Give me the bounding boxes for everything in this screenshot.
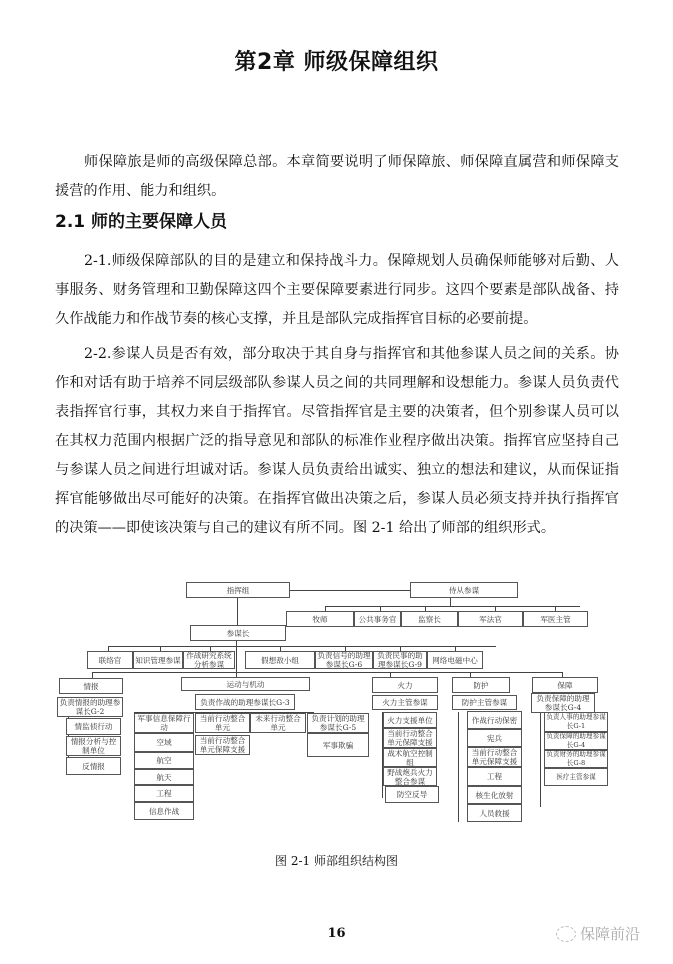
org-box-sustainment-item: 负责财务的助理参谋长G-8 bbox=[544, 750, 608, 768]
org-box-fires-item: 火力支援单位 bbox=[383, 712, 437, 728]
org-box-personal: 军医主管 bbox=[523, 611, 588, 627]
org-box-maneuver-item: 军事信息保障行动 bbox=[134, 713, 194, 733]
org-box-intel-item: 情报分析与控制单位 bbox=[66, 736, 121, 756]
watermark bbox=[556, 923, 640, 944]
org-box-command-group: 指挥组 bbox=[186, 582, 290, 598]
org-box-intel-head: 情报 bbox=[59, 678, 123, 694]
org-box-staff: 负责信号的助理参谋长G-6 bbox=[315, 651, 373, 669]
wechat-icon bbox=[556, 926, 576, 942]
org-box-sustainment-item: 负责保障的助理参谋长G-4 bbox=[544, 732, 608, 750]
org-box-maneuver-item: 负责计划的助理参谋长G-5 bbox=[307, 713, 369, 733]
org-box-protection-item: 工程 bbox=[467, 767, 522, 786]
org-box-sustainment-head: 保障 bbox=[532, 677, 598, 693]
org-box-fires-head: 火力 bbox=[372, 677, 438, 693]
org-box-staff: 联络官 bbox=[87, 651, 133, 669]
org-box-maneuver-item: 航空 bbox=[134, 752, 194, 769]
org-box-fires-item: 防空反导 bbox=[385, 786, 439, 803]
org-box-intel-item: 反情报 bbox=[66, 757, 121, 775]
org-box-protection-item: 宪兵 bbox=[467, 729, 522, 747]
org-box-fires-item: 野战炮兵火力整合参谋 bbox=[383, 767, 437, 786]
chapter-title: 第2章 师级保障组织 bbox=[234, 50, 439, 75]
org-box-maneuver-item: 信息作战 bbox=[134, 802, 194, 820]
org-box-sustainment-item: 医疗主管参谋 bbox=[544, 768, 608, 786]
org-box-fires-item: 战术航空控制组 bbox=[383, 748, 437, 767]
page-number: 16 bbox=[327, 926, 346, 941]
org-box-staff: 知识管理参谋 bbox=[133, 651, 183, 669]
org-box-fires-sub: 火力主管参谋 bbox=[372, 695, 438, 710]
org-box-personal: 监察长 bbox=[401, 611, 458, 627]
org-box-personal: 公共事务官 bbox=[354, 611, 401, 627]
org-box-maneuver-item: 当前行动整合单元 bbox=[195, 713, 250, 733]
paragraph-2-1: 2-1.师级保障部队的目的是建立和保持战斗力。保障规划人员确保师能够对后勤、人事服务、财务管理和卫勤保障这四个主要保障要素进行同步。这四个要素是部队战备、持久作战能力和作战节奏的核心支撑，并且是部队完成指挥官目标的必要前提。 bbox=[55, 253, 619, 327]
org-box-intel-item: 情监侦行动 bbox=[66, 718, 121, 735]
paragraph-2-2: 2-2.参谋人员是否有效，部分取决于其自身与指挥官和其他参谋人员之间的关系。协作和对话有助于培养不同层级部队参谋人员之间的共同理解和设想能力。参谋人员负责代表指挥官行事，其权力来自于指挥官。尽管指挥官是主要的决策者，但个别参谋人员可以在其权力范围内根据广泛的指导意见和部队的标准作业程序做出决策。指挥官应坚持自己与参谋人员之间进行坦诚对话。参谋人员负责给出诚实、独立的想法和建议，从而保证指挥官能够做出尽可能好的决策。在指挥官做出决策之后，参谋人员必须支持并执行指挥官的决策——即使该决策与自己的建议有所不同。图 2-1 给出了师部的组织形式。 bbox=[55, 346, 619, 536]
org-box-sustainment-item: 负责人事的助理参谋长G-1 bbox=[544, 712, 608, 732]
watermark-text: 保障前沿 bbox=[580, 925, 641, 943]
org-box-maneuver-head: 运动与机动 bbox=[181, 677, 310, 691]
org-box-intel-sub: 负责情报的助理参谋长G-2 bbox=[57, 697, 123, 717]
org-box-sustainment-sub: 负责保障的助理参谋长G-4 bbox=[531, 693, 595, 713]
org-box-maneuver-item: 军事欺骗 bbox=[307, 733, 369, 757]
org-box-staff: 假想敌小组 bbox=[245, 651, 315, 669]
org-box-staff: 负责民事的助理参谋长G-9 bbox=[373, 651, 427, 669]
org-box-protection-item: 作战行动保密 bbox=[467, 711, 522, 729]
org-box-protection-item: 人员救援 bbox=[467, 804, 522, 822]
org-box-chief-of-staff: 参谋长 bbox=[190, 625, 286, 641]
org-box-maneuver-item: 空域 bbox=[134, 733, 194, 752]
org-box-fires-item: 当前行动整合单元保障支援 bbox=[383, 728, 437, 748]
org-box-protection-item: 当前行动整合单元保障支援 bbox=[467, 747, 522, 767]
org-box-personal: 军法官 bbox=[458, 611, 523, 627]
org-box-maneuver-item: 当前行动整合单元保障支援 bbox=[195, 735, 250, 755]
org-box-protection-sub: 防护主管参谋 bbox=[452, 695, 517, 710]
org-box-staff: 作战研究系统分析参谋 bbox=[183, 651, 235, 669]
org-box-maneuver-sub: 负责作战的助理参谋长G-3 bbox=[195, 694, 295, 710]
org-box-maneuver-item: 工程 bbox=[134, 785, 194, 802]
figure-caption: 图 2-1 师部组织结构图 bbox=[275, 854, 398, 868]
org-box-maneuver-item: 航天 bbox=[134, 769, 194, 785]
org-box-personal: 牧师 bbox=[286, 611, 354, 627]
section-heading: 2.1 师的主要保障人员 bbox=[55, 212, 228, 232]
org-box-protection-item: 核生化放射 bbox=[467, 786, 522, 804]
org-box-staff: 网络电磁中心 bbox=[427, 651, 483, 669]
org-box-protection-head: 防护 bbox=[452, 677, 510, 693]
org-box-maneuver-item: 未来行动整合单元 bbox=[250, 713, 306, 733]
intro-paragraph: 师保障旅是师的高级保障总部。本章简要说明了师保障旅、师保障直属营和师保障支援营的作用、能力和组织。 bbox=[55, 154, 619, 199]
org-box-personal-staff: 侍从参谋 bbox=[410, 582, 518, 598]
